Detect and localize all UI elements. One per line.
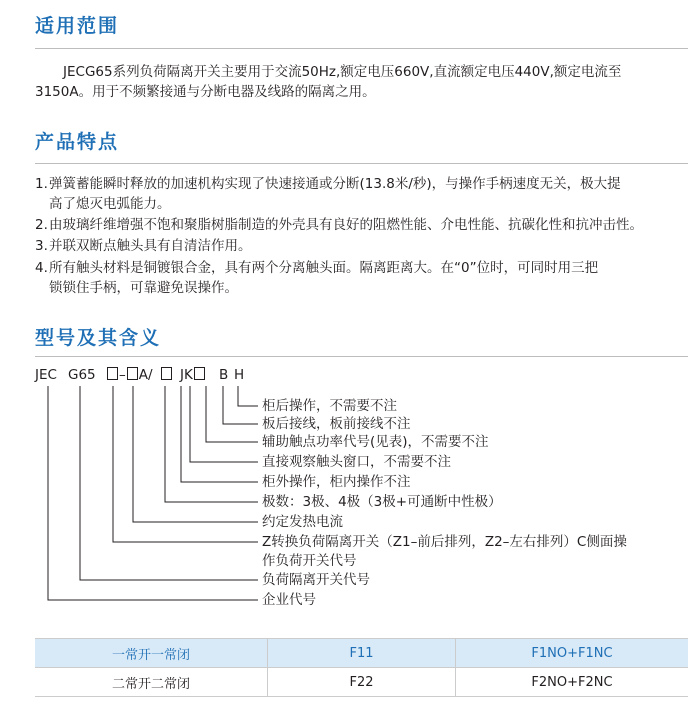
- feature-text: 由玻璃纤维增强不饱和聚脂树脂制造的外壳具有良好的阻燃性能、介电性能、抗碳化性和抗冲击性。: [49, 217, 643, 233]
- scope-title: 适用范围: [35, 15, 120, 37]
- scope-text: JECG65系列负荷隔离开关主要用于交流50Hz,额定电压660V,直流额定电压440V,额定电流至3150A。用于不频繁接通与分断电器及线路的隔离之用。: [35, 64, 622, 100]
- feature-text: 并联双断点触头具有自清洁作用。: [49, 238, 252, 254]
- model-title: 型号及其含义: [35, 327, 162, 349]
- feature-cont: 高了熄灭电弧能力。: [49, 196, 171, 212]
- code-seg-b: B: [219, 367, 229, 383]
- desc-rear-operation: 柜后操作，不需要不注: [262, 398, 397, 414]
- code-seg-company: JEC: [35, 367, 57, 383]
- desc-company-code: 企业代号: [262, 592, 316, 608]
- feature-num: 1.: [35, 176, 48, 192]
- desc-window: 直接观察触头窗口，不需要不注: [262, 454, 451, 470]
- desc-rated-current: 约定发热电流: [262, 514, 343, 530]
- code-seg-h: H: [234, 367, 245, 383]
- table-cell: F1NO+F1NC: [456, 639, 689, 668]
- desc-poles: 极数：3极、4极（3极+可通断中性极）: [262, 494, 502, 510]
- code-seg-jk: JK: [180, 366, 206, 384]
- features-title: 产品特点: [35, 131, 120, 153]
- feature-num: 2.: [35, 217, 48, 233]
- code-seg-g65: G65: [68, 367, 96, 383]
- feature-text: 所有触头材料是铜镀银合金，具有两个分离触头面。隔离距离大。在“0”位时，可同时用三把: [49, 260, 599, 276]
- desc-switch-type-cont: 作负荷开关代号: [262, 553, 357, 569]
- table-cell: F22: [268, 668, 456, 697]
- desc-switch-type: Z转换负荷隔离开关（Z1–前后排列，Z2–左右排列）C侧面操: [262, 534, 627, 550]
- table-row: [35, 639, 688, 668]
- table-cell: F11: [268, 639, 456, 668]
- feature-num: 4.: [35, 260, 48, 276]
- feature-num: 3.: [35, 238, 48, 254]
- table-cell: 一常开一常闭: [35, 639, 268, 668]
- table-cell: 二常开二常闭: [35, 668, 268, 697]
- table-cell: F2NO+F2NC: [456, 668, 689, 697]
- aux-contact-table: [35, 638, 688, 697]
- table-row: [35, 668, 688, 697]
- desc-wiring: 板后接线，板前接线不注: [262, 416, 411, 432]
- desc-aux-contact: 辅助触点功率代号(见表)，不需要不注: [262, 434, 489, 450]
- desc-load-switch-code: 负荷隔离开关代号: [262, 572, 370, 588]
- feature-text: 弹簧蓄能瞬时释放的加速机构实现了快速接通或分断(13.8米/秒)，与操作手柄速度无关，极大提: [49, 176, 621, 192]
- desc-operation-position: 柜外操作，柜内操作不注: [262, 474, 411, 490]
- feature-cont: 锁锁住手柄，可靠避免误操作。: [49, 280, 238, 296]
- code-seg-current: – A/: [106, 366, 153, 384]
